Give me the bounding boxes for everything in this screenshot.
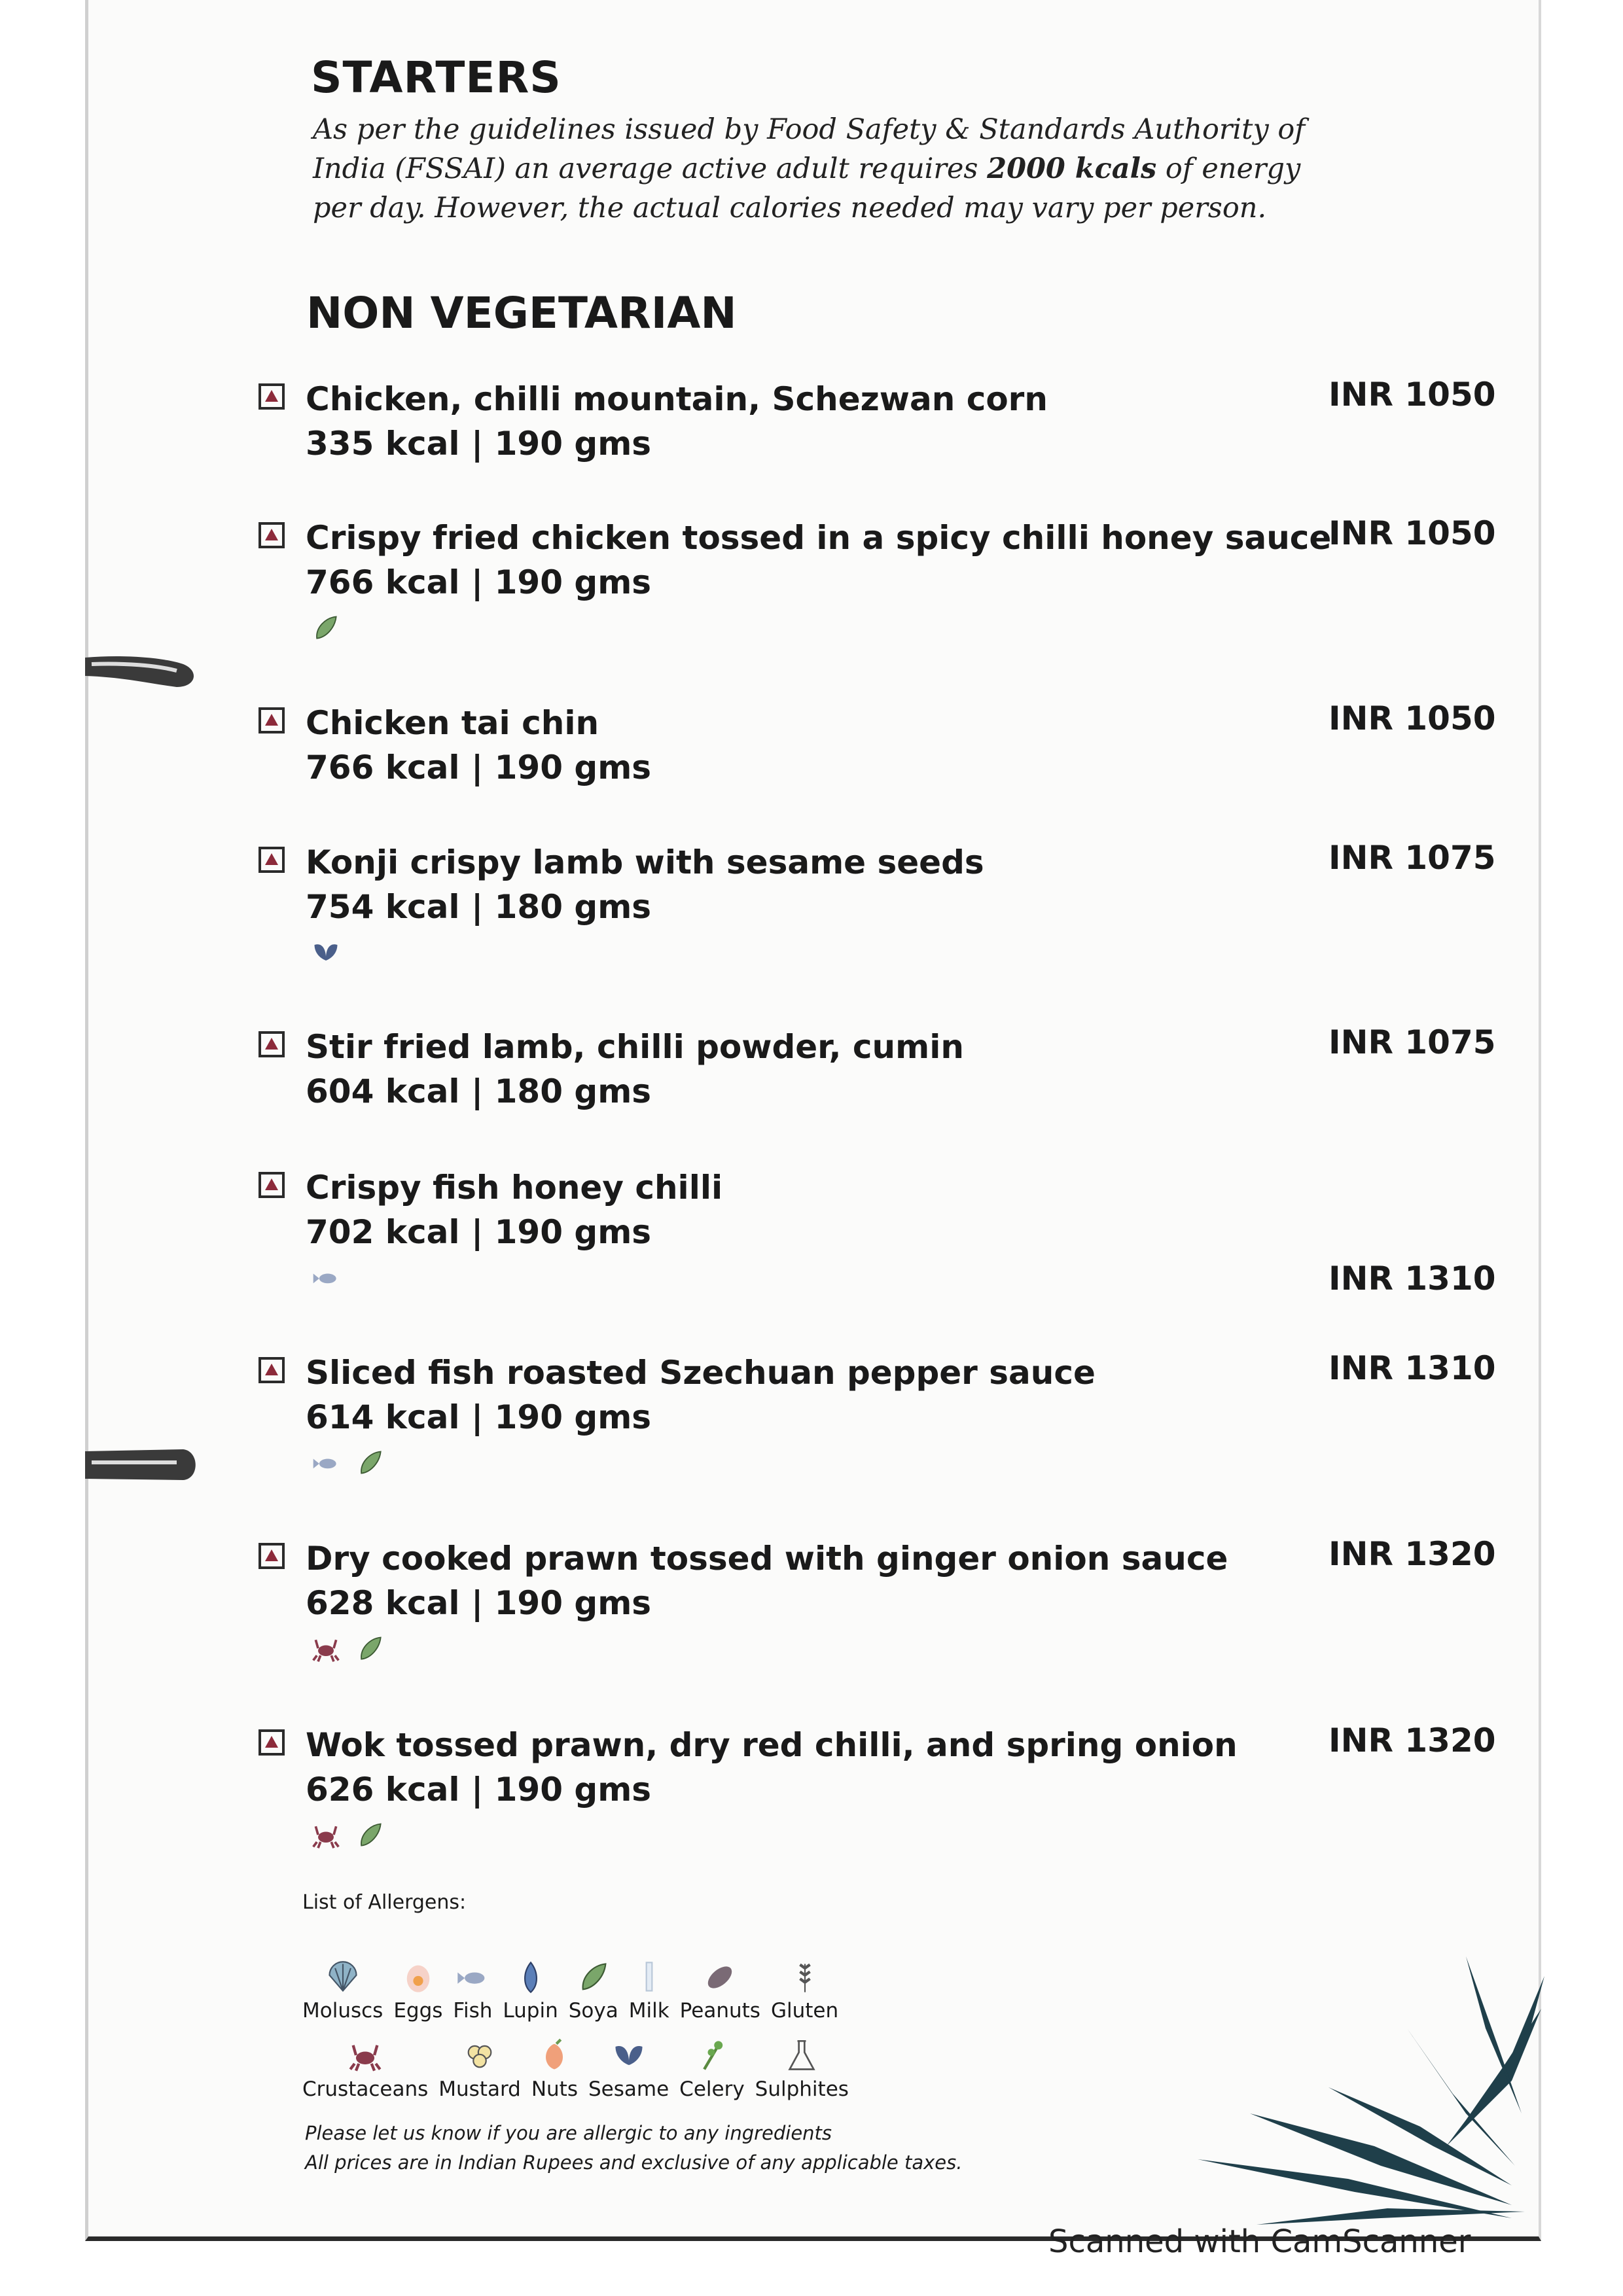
allergen-lupin: Lupin: [503, 1960, 558, 2022]
item-price: INR 1320: [1329, 1722, 1496, 1759]
item-calories: 614 kcal | 190 gms: [306, 1398, 652, 1436]
lupin-icon: [513, 1960, 548, 1995]
soya-icon: [355, 1634, 385, 1664]
item-name: Konji crispy lamb with sesame seeds: [306, 843, 984, 881]
peanuts-icon: [702, 1960, 738, 1995]
item-calories: 702 kcal | 190 gms: [306, 1213, 652, 1251]
non-veg-icon: [259, 847, 285, 873]
item-calories: 335 kcal | 190 gms: [306, 425, 652, 463]
non-veg-icon: [259, 707, 285, 733]
allergen-soya: Soya: [569, 1960, 618, 2022]
item-name: Crispy fried chicken tossed in a spicy chilli honey sauce: [306, 519, 1332, 557]
non-veg-icon: [259, 1172, 285, 1198]
item-name: Chicken tai chin: [306, 704, 599, 742]
item-price: INR 1075: [1329, 1023, 1496, 1061]
item-allergens: [311, 1448, 385, 1478]
allergen-peanuts: Peanuts: [680, 1960, 760, 2022]
section-title: NON VEGETARIAN: [306, 288, 737, 338]
item-name: Dry cooked prawn tossed with ginger onion sauce: [306, 1540, 1228, 1578]
fish-icon: [311, 1263, 341, 1293]
sesame-icon: [311, 938, 341, 968]
crustaceans-icon: [311, 1634, 341, 1664]
allergen-list-title: List of Allergens:: [302, 1891, 467, 1914]
allergy-note: Please let us know if you are allergic to any ingredients: [305, 2122, 832, 2144]
item-name: Crispy fish honey chilli: [306, 1169, 723, 1207]
non-veg-icon: [259, 1543, 285, 1569]
allergen-mustard: Mustard: [438, 2038, 521, 2101]
soya-icon: [576, 1960, 611, 1995]
gluten-icon: [787, 1960, 823, 1995]
sulphites-icon: [784, 2038, 819, 2074]
palm-leaves-decoration: [1158, 1950, 1544, 2231]
item-calories: 628 kcal | 190 gms: [306, 1584, 652, 1622]
item-name: Chicken, chilli mountain, Schezwan corn: [306, 380, 1048, 418]
allergen-celery: Celery: [679, 2038, 745, 2101]
milk-icon: [632, 1960, 667, 1995]
item-calories: 766 kcal | 190 gms: [306, 749, 652, 786]
non-veg-icon: [259, 1031, 285, 1057]
allergen-fish: Fish: [453, 1960, 492, 2022]
non-veg-icon: [259, 522, 285, 548]
crustaceans-icon: [311, 1820, 341, 1850]
item-calories: 604 kcal | 180 gms: [306, 1072, 652, 1110]
allergen-milk: Milk: [629, 1960, 669, 2022]
fssai-note: As per the guidelines issued by Food Safety & Standards Authority of India (FSSAI) an average active adult requires 2000 kcals of energy per day. However, the actual calories needed may vary per person.: [313, 113, 1306, 224]
item-name: Sliced fish roasted Szechuan pepper sauce: [306, 1354, 1096, 1392]
item-price: INR 1310: [1329, 1260, 1496, 1298]
item-calories: 766 kcal | 190 gms: [306, 563, 652, 601]
item-allergens: [311, 1263, 341, 1293]
price-note: All prices are in Indian Rupees and exclusive of any applicable taxes.: [305, 2151, 963, 2174]
soya-icon: [311, 613, 341, 643]
fish-icon: [311, 1448, 341, 1478]
allergen-moluscs: Moluscs: [302, 1960, 383, 2022]
item-calories: 754 kcal | 180 gms: [306, 888, 652, 926]
crustaceans-icon: [348, 2038, 383, 2074]
item-price: INR 1050: [1329, 376, 1496, 414]
allergen-eggs: Eggs: [393, 1960, 442, 2022]
item-price: INR 1320: [1329, 1535, 1496, 1573]
eggs-icon: [401, 1960, 436, 1995]
item-price: INR 1050: [1329, 514, 1496, 552]
item-name: Stir fried lamb, chilli powder, cumin: [306, 1028, 964, 1066]
item-allergens: [311, 938, 341, 968]
scanner-watermark: Scanned with CamScanner: [1048, 2223, 1471, 2260]
non-veg-icon: [259, 1357, 285, 1383]
soya-icon: [355, 1820, 385, 1850]
nuts-icon: [537, 2038, 572, 2074]
allergen-sesame: Sesame: [588, 2038, 669, 2101]
allergen-gluten: Gluten: [771, 1960, 838, 2022]
item-allergens: [311, 1634, 385, 1664]
item-calories: 626 kcal | 190 gms: [306, 1771, 652, 1809]
soya-icon: [355, 1448, 385, 1478]
item-allergens: [311, 1820, 385, 1850]
binder-clip-top: [85, 645, 203, 690]
moluscs-icon: [325, 1960, 361, 1995]
mustard-icon: [462, 2038, 497, 2074]
non-veg-icon: [259, 383, 285, 410]
binder-clip-bottom: [85, 1439, 203, 1485]
item-price: INR 1050: [1329, 699, 1496, 737]
allergen-nuts: Nuts: [531, 2038, 578, 2101]
celery-icon: [694, 2038, 730, 2074]
item-price: INR 1075: [1329, 839, 1496, 877]
allergen-row-2: [302, 2038, 849, 2101]
item-allergens: [311, 613, 341, 643]
item-name: Wok tossed prawn, dry red chilli, and spring onion: [306, 1726, 1238, 1764]
fish-icon: [455, 1960, 490, 1995]
allergen-row-1: [302, 1960, 838, 2022]
item-price: INR 1310: [1329, 1349, 1496, 1387]
non-veg-icon: [259, 1729, 285, 1756]
allergen-crustaceans: Crustaceans: [302, 2038, 428, 2101]
sesame-icon: [611, 2038, 647, 2074]
allergen-sulphites: Sulphites: [755, 2038, 849, 2101]
page-title: STARTERS: [311, 52, 562, 103]
